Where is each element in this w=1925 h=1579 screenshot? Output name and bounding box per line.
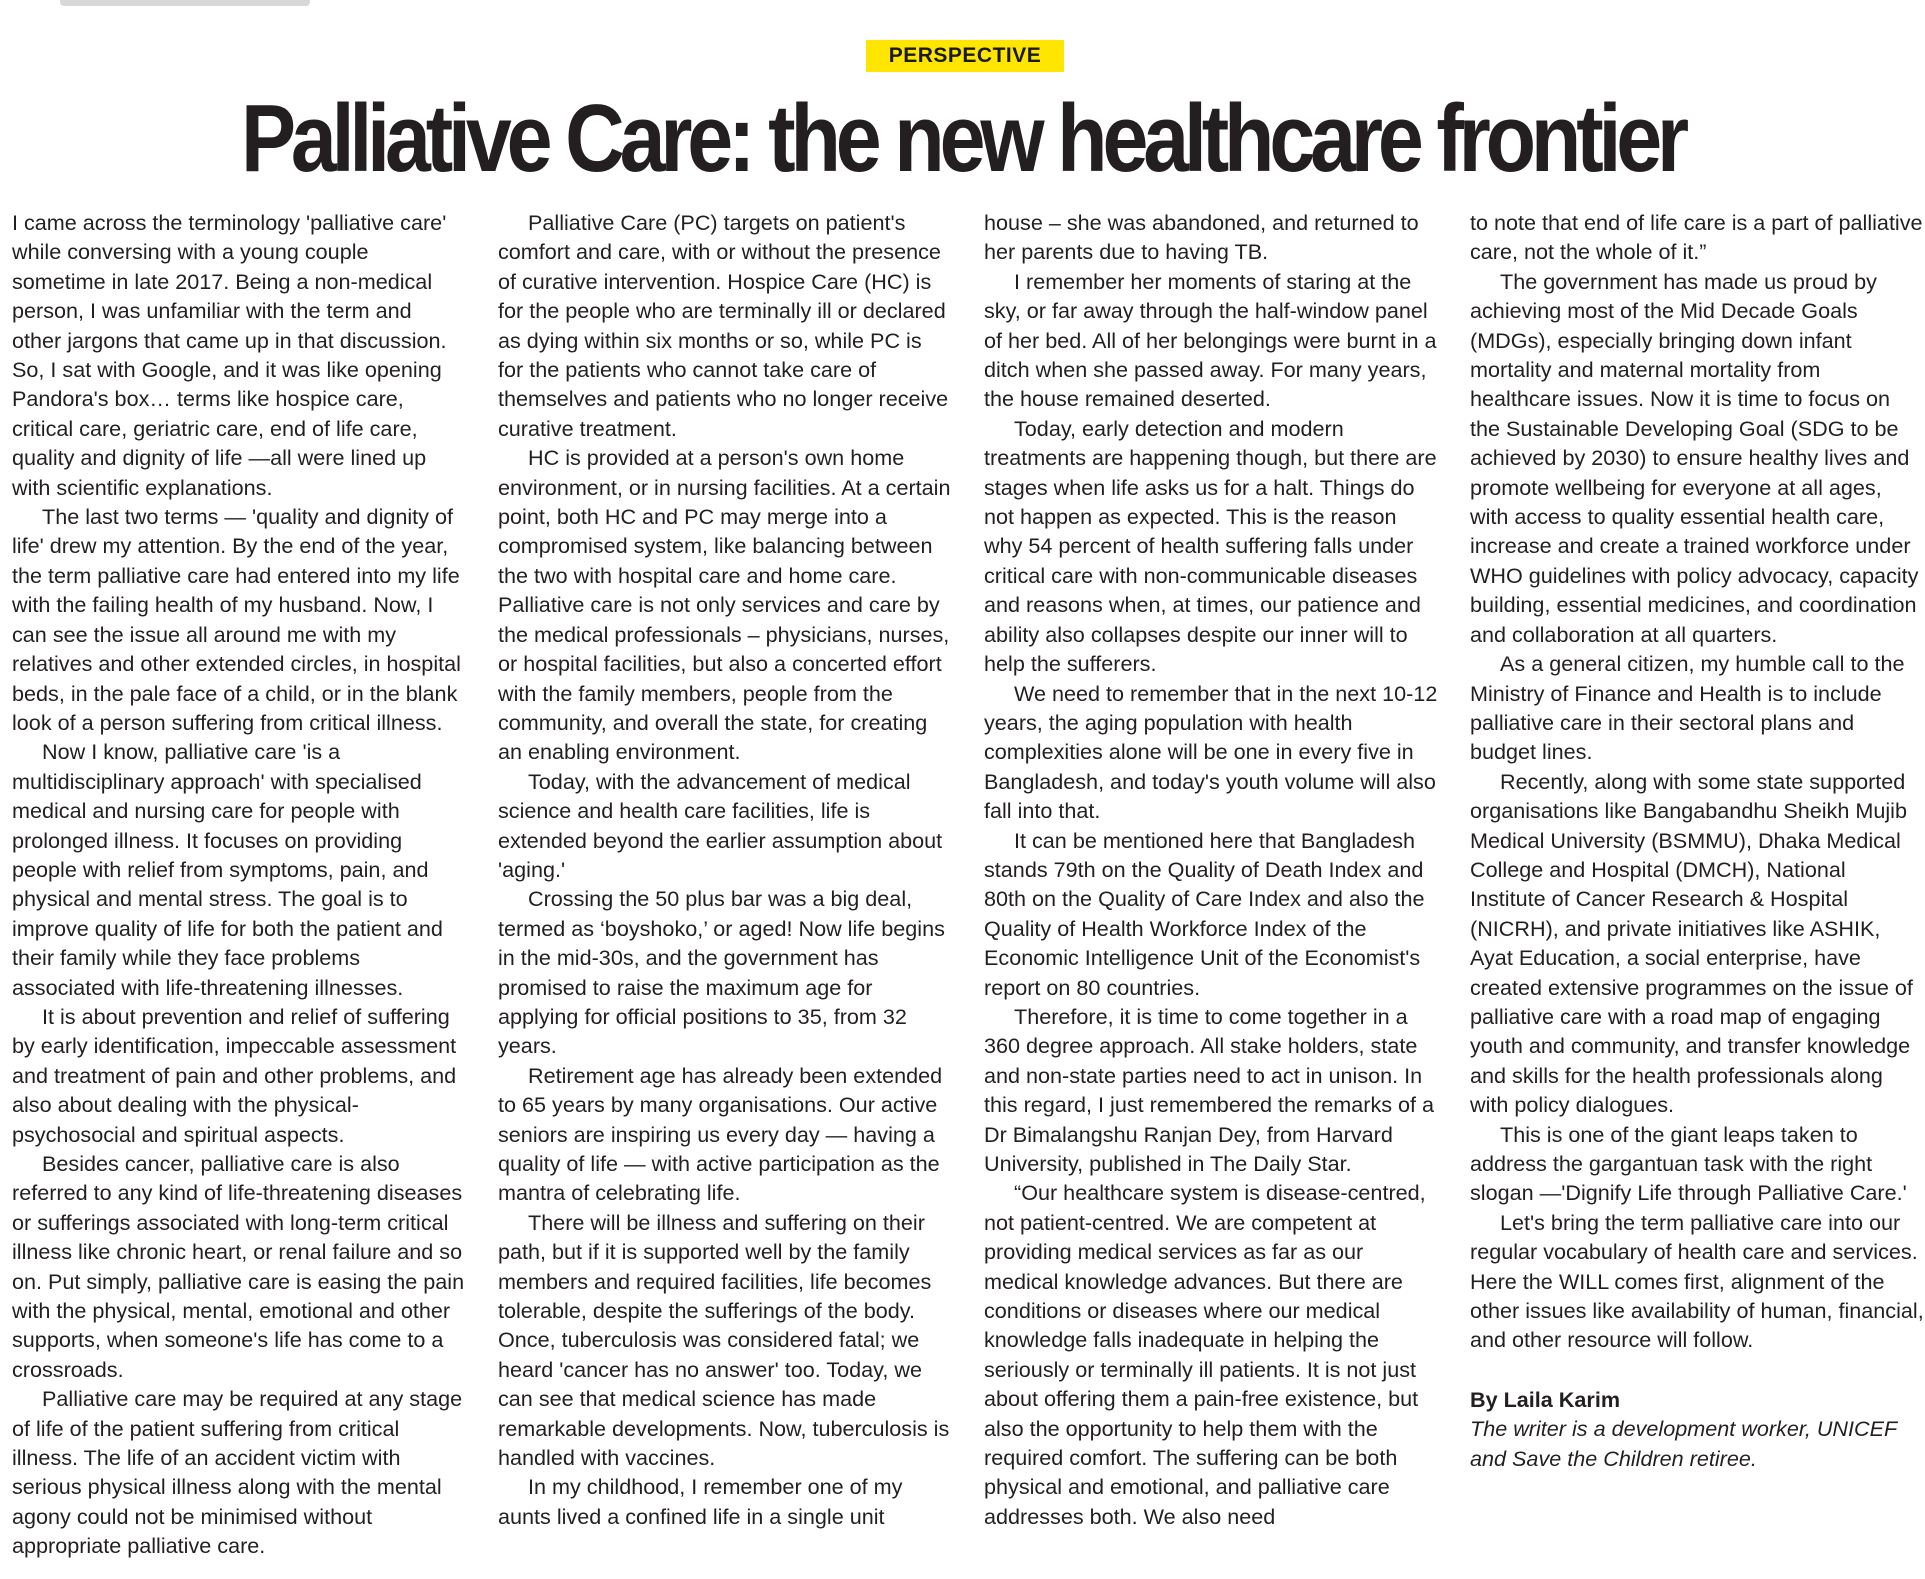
paragraph: The government has made us proud by achieving most of the Mid Decade Goals (MDGs), especially bringing down infant mortality and maternal mortality from healthcare issues. Now it is time to focus on the Sustainable Developing Goal (SDG to be achieved by 2030) to ensure healthy lives and promote wellbeing for everyone at all ages, with access to quality essential health care, increase and create a trained workforce under WHO guidelines with policy advocacy, capacity building, essential medicines, and coordination and collaboration at all quarters. [1470,268,1919,647]
paragraph: Palliative care may be required at any stage of life of the patient suffering from critical illness. The life of an accident victim with serious physical illness along with the mental agony could not be minimised without appropriate palliative care. [12,1386,463,1559]
paragraph: It is about prevention and relief of suffering by early identification, impeccable assessment and treatment of pain and other problems, and also about dealing with the physical-psychosocial and spiritual aspects. [12,1003,457,1147]
paragraph: Let's bring the term palliative care into our regular vocabulary of health care and services. Here the WILL comes first, alignment of the other issues like availability of human, financial, and other resource will follow. [1470,1209,1924,1353]
byline: By Laila Karim [1470,1386,1621,1412]
paragraph: to note that end of life care is a part of palliative care, not the whole of it.” [1470,210,1923,265]
paragraph: I came across the terminology 'palliative care' while conversing with a young couple sometime in late 2017. Being a non-medical person, I was unfamiliar with the term and other jargons that came up in that discussion. So, I sat with Google, and it was like opening Pandora's box… terms like hospice care, critical care, geriatric care, end of life care, quality and dignity of life —all were lined up with scientific explanations. [12,210,447,500]
column-1 [12,208,466,1579]
article-body [0,208,1925,1579]
column-4 [1470,208,1924,1579]
paragraph: It can be mentioned here that Bangladesh stands 79th on the Quality of Death Index and 80th on the Quality of Care Index and also the Quality of Health Workforce Index of the Economic Intelligence Unit of the Economist's report on 80 countries. [984,827,1425,1000]
headline: Palliative Care: the new healthcare frontier [240,85,1685,192]
paragraph: Today, with the advancement of medical science and health care facilities, life is extended beyond the earlier assumption about 'aging.' [498,768,943,882]
paragraph: Therefore, it is time to come together in a 360 degree approach. All stake holders, state and non-state parties need to act in unison. In this regard, I just remembered the remarks of a Dr Bimalangshu Ranjan Dey, from Harvard University, published in The Daily Star. [984,1003,1435,1176]
column-3 [984,208,1438,1579]
paragraph: Recently, along with some state supported organisations like Bangabandhu Sheikh Mujib Medical University (BSMMU), Dhaka Medical College and Hospital (DMCH), National Institute of Cancer Research & Hospital (NICRH), and private initiatives like ASHIK, Ayat Education, a social enterprise, have created extensive programmes on the issue of palliative care with a road map of engaging youth and community, and transfer knowledge and skills for the health professionals along with policy dialogues. [1470,768,1913,1118]
paragraph: Crossing the 50 plus bar was a big deal, termed as ‘boyshoko,’ or aged! Now life begins in the mid-30s, and the government has promised to raise the maximum age for applying for official positions to 35, from 32 years. [498,886,945,1059]
column-2 [498,208,952,1579]
paragraph: The last two terms — 'quality and dignity of life' drew my attention. By the end of the year, the term palliative care had entered into my life with the failing health of my husband. Now, I can see the issue all around me with my relatives and other extended circles, in hospital beds, in the pale face of a child, or in the blank look of a person suffering from critical illness. [12,504,461,735]
paragraph: Besides cancer, palliative care is also referred to any kind of life-threatening diseases or sufferings associated with long-term critical illness like chronic heart, or renal failure and so on. Put simply, palliative care is easing the pain with the physical, mental, emotional and other supports, when someone's life has come to a crossroads. [12,1151,465,1382]
paragraph: house – she was abandoned, and returned to her parents due to having TB. [984,210,1419,265]
paragraph: In my childhood, I remember one of my aunts lived a confined life in a single unit [498,1474,903,1529]
section-label: PERSPECTIVE [866,40,1064,72]
paragraph: This is one of the giant leaps taken to address the gargantuan task with the right slogan —'Dignify Life through Palliative Care.' [1470,1121,1907,1206]
paragraph: I remember her moments of staring at the sky, or far away through the half-window panel of her bed. All of her belongings were burnt in a ditch when she passed away. For many years, the house remained deserted. [984,268,1437,412]
paragraph: There will be illness and suffering on their path, but if it is supported well by the family members and required facilities, life becomes tolerable, despite the sufferings of the body. Once, tuberculosis was considered fatal; we heard 'cancer has no answer' too. Today, we can see that medical science has made remarkable developments. Now, tuberculosis is handled with vaccines. [498,1209,950,1471]
paragraph: Now I know, palliative care 'is a multidisciplinary approach' with specialised medical and nursing care for people with prolonged illness. It focuses on providing people with relief from symptoms, pain, and physical and mental stress. The goal is to improve quality of life for both the patient and their family while they face problems associated with life-threatening illnesses. [12,739,443,1000]
paragraph: “Our healthcare system is disease-centred, not patient-centred. We are competent at providing medical services as far as our medical knowledge advances. But there are conditions or diseases where our medical knowledge falls inadequate in helping the seriously or terminally ill patients. It is not just about offering them a pain-free existence, but also the opportunity to help them with the required comfort. The suffering can be both physical and emotional, and palliative care addresses both. We also need [984,1180,1426,1529]
author-note: The writer is a development worker, UNICEF and Save the Children retiree. [1470,1416,1897,1471]
paragraph: As a general citizen, my humble call to the Ministry of Finance and Health is to include palliative care in their sectoral plans and budget lines. [1470,651,1905,765]
paragraph: Palliative Care (PC) targets on patient's comfort and care, with or without the presence of curative intervention. Hospice Care (HC) is for the people who are terminally ill or declared as dying within six months or so, while PC is for the patients who cannot take care of themselves and patients who no longer receive curative treatment. [498,210,949,441]
paragraph: Retirement age has already been extended to 65 years by many organisations. Our active seniors are inspiring us every day — having a quality of life — with active participation as the mantra of celebrating life. [498,1062,943,1206]
paragraph: HC is provided at a person's own home environment, or in nursing facilities. At a certain point, both HC and PC may merge into a compromised system, like balancing between the two with hospital care and home care. Palliative care is not only services and care by the medical professionals – physicians, nurses, or hospital facilities, but also a concerted effort with the family members, people from the community, and overall the state, for creating an enabling environment. [498,445,951,765]
paragraph: We need to remember that in the next 10-12 years, the aging population with health complexities alone will be one in every five in Bangladesh, and today's youth volume will also fall into that. [984,680,1438,824]
paragraph: Today, early detection and modern treatments are happening though, but there are stages when life asks us for a halt. Things do not happen as expected. This is the reason why 54 percent of health suffering falls under critical care with non-communicable diseases and reasons when, at times, our patience and ability also collapses despite our inner will to help the sufferers. [984,415,1437,677]
previous-page-fragment [60,0,310,6]
